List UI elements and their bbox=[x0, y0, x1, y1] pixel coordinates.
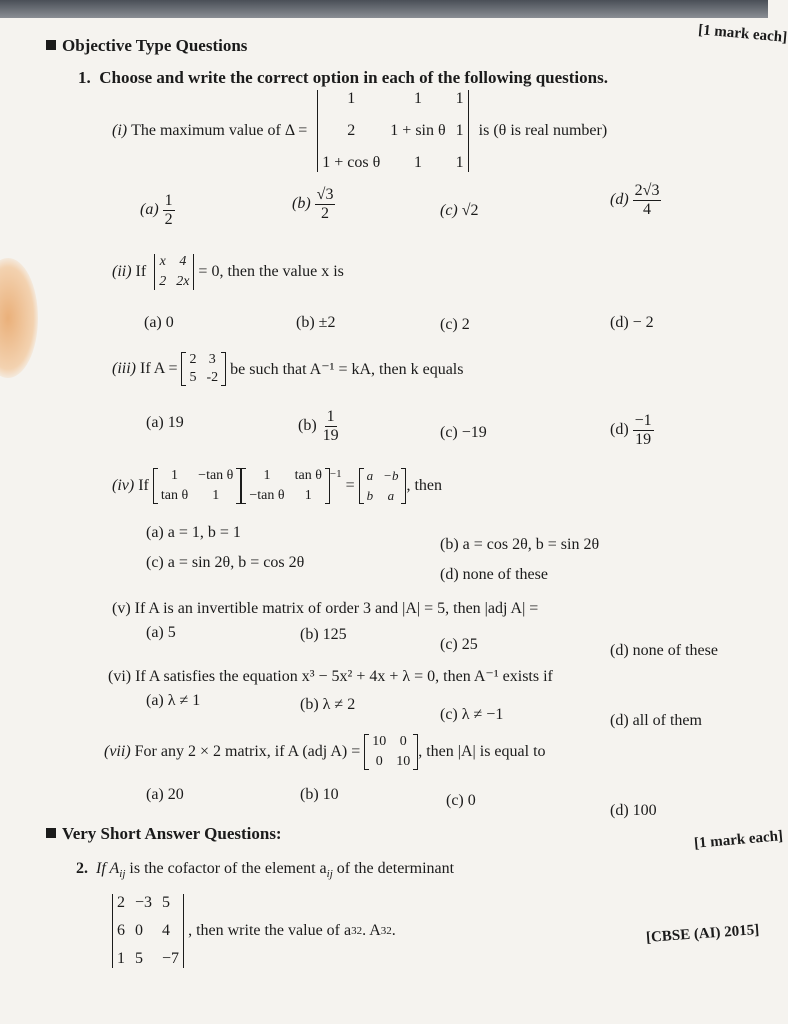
matrix-iv-1: 1 −tan θ tan θ 1 bbox=[153, 468, 242, 504]
item-vii-option-b: (b) 10 bbox=[300, 786, 339, 803]
section-heading-very-short: Very Short Answer Questions: bbox=[46, 824, 282, 844]
item-iv-option-d: (d) none of these bbox=[440, 566, 548, 583]
item-i-option-c: (c) √2 bbox=[440, 202, 479, 219]
item-iii: (iii) If A = 2 3 5 -2 be such that A⁻¹ = kA, then k equals bbox=[112, 352, 464, 385]
item-vi-option-b: (b) λ ≠ 2 bbox=[300, 696, 356, 713]
question-2: 2. If $A_{ij}$ is the cofactor of the element $a_{ij}$ of the determinant bbox=[76, 860, 455, 881]
item-vii-option-d: (d) 100 bbox=[610, 802, 657, 819]
item-i-option-d: (d) $\frac{2√3}{4}$ bbox=[610, 182, 660, 218]
item-vi-option-c: (c) λ ≠ −1 bbox=[440, 706, 504, 723]
item-v: (v) If A is an invertible matrix of order 3 and |A| = 5, then |adj A| = bbox=[112, 600, 539, 617]
question-2-determinant-row: 2 −3 5 6 0 4 1 5 −7 , then write the value of a 32 . A 32 . bbox=[108, 894, 396, 968]
item-iv-option-a: (a) a = 1, b = 1 bbox=[146, 524, 241, 541]
item-ii-option-a: (a) 0 bbox=[144, 314, 174, 331]
page-top-shadow bbox=[0, 0, 768, 18]
item-vii-option-c: (c) 0 bbox=[446, 792, 476, 809]
section-heading-objective: Objective Type Questions bbox=[46, 36, 247, 56]
item-iv-option-b: (b) a = cos 2θ, b = sin 2θ bbox=[440, 536, 600, 553]
square-bullet-icon bbox=[46, 828, 56, 838]
item-v-option-b: (b) 125 bbox=[300, 626, 347, 643]
item-iii-option-b: (b) $\frac{1}{19}$ bbox=[298, 408, 339, 444]
matrix-iv-2: 1 tan θ −tan θ 1 bbox=[241, 468, 330, 504]
matrix-vii: 10 0 0 10 bbox=[364, 734, 418, 770]
square-bullet-icon bbox=[46, 40, 56, 50]
determinant-ii: x 4 2 2x bbox=[150, 254, 198, 290]
item-ii-option-c: (c) 2 bbox=[440, 316, 470, 333]
item-ii-option-b: (b) ±2 bbox=[296, 314, 336, 331]
item-vi: (vi) If A satisfies the equation x³ − 5x² + 4x + λ = 0, then A⁻¹ exists if bbox=[108, 668, 553, 685]
determinant-i: 1 1 1 2 1 + sin θ 1 1 + cos θ 1 1 bbox=[313, 90, 472, 172]
source-citation: [CBSE (AI) 2015] bbox=[645, 922, 760, 946]
item-iii-option-c: (c) −19 bbox=[440, 424, 487, 441]
item-vii: (vii) For any 2 × 2 matrix, if A (adj A) = 10 0 0 10 , then |A| is equal to bbox=[104, 734, 546, 769]
item-ii-option-d: (d) − 2 bbox=[610, 314, 654, 331]
item-ii: (ii) If x 4 2 2x = 0, then the value x is bbox=[112, 254, 344, 289]
determinant-q2: 2 −3 5 6 0 4 1 5 −7 bbox=[108, 894, 188, 968]
item-v-option-d: (d) none of these bbox=[610, 642, 718, 659]
question-1: 1. Choose and write the correct option in each of the following questions. bbox=[78, 68, 608, 87]
item-vii-option-a: (a) 20 bbox=[146, 786, 184, 803]
item-v-option-a: (a) 5 bbox=[146, 624, 176, 641]
finger-smudge bbox=[0, 258, 38, 378]
item-i-option-a: (a) $\frac{1}{2}$ bbox=[140, 192, 173, 228]
item-iii-option-a: (a) 19 bbox=[146, 414, 184, 431]
matrix-iv-3: a −b b a bbox=[359, 468, 407, 504]
marks-note: [1 mark each] bbox=[697, 22, 788, 46]
matrix-iii: 2 3 5 -2 bbox=[181, 352, 226, 386]
item-i: (i) The maximum value of Δ = 1 1 1 2 1 + sin θ 1 1 + cos θ 1 1 is (θ is real number) bbox=[112, 90, 608, 171]
marks-note-2: [1 mark each] bbox=[693, 828, 784, 852]
item-i-option-b: (b) $\frac{√3}{2}$ bbox=[292, 186, 334, 222]
item-iii-option-d: (d) $\frac{-1}{19}$ bbox=[610, 412, 652, 448]
item-vi-option-a: (a) λ ≠ 1 bbox=[146, 692, 201, 709]
item-vi-option-d: (d) all of them bbox=[610, 712, 702, 729]
item-iv: (iv) If 1 −tan θ tan θ 1 1 tan θ −tan θ 1 $^{-1}$ = a −b b a , then bbox=[112, 468, 442, 503]
item-iv-option-c: (c) a = sin 2θ, b = cos 2θ bbox=[146, 554, 305, 571]
item-v-option-c: (c) 25 bbox=[440, 636, 478, 653]
